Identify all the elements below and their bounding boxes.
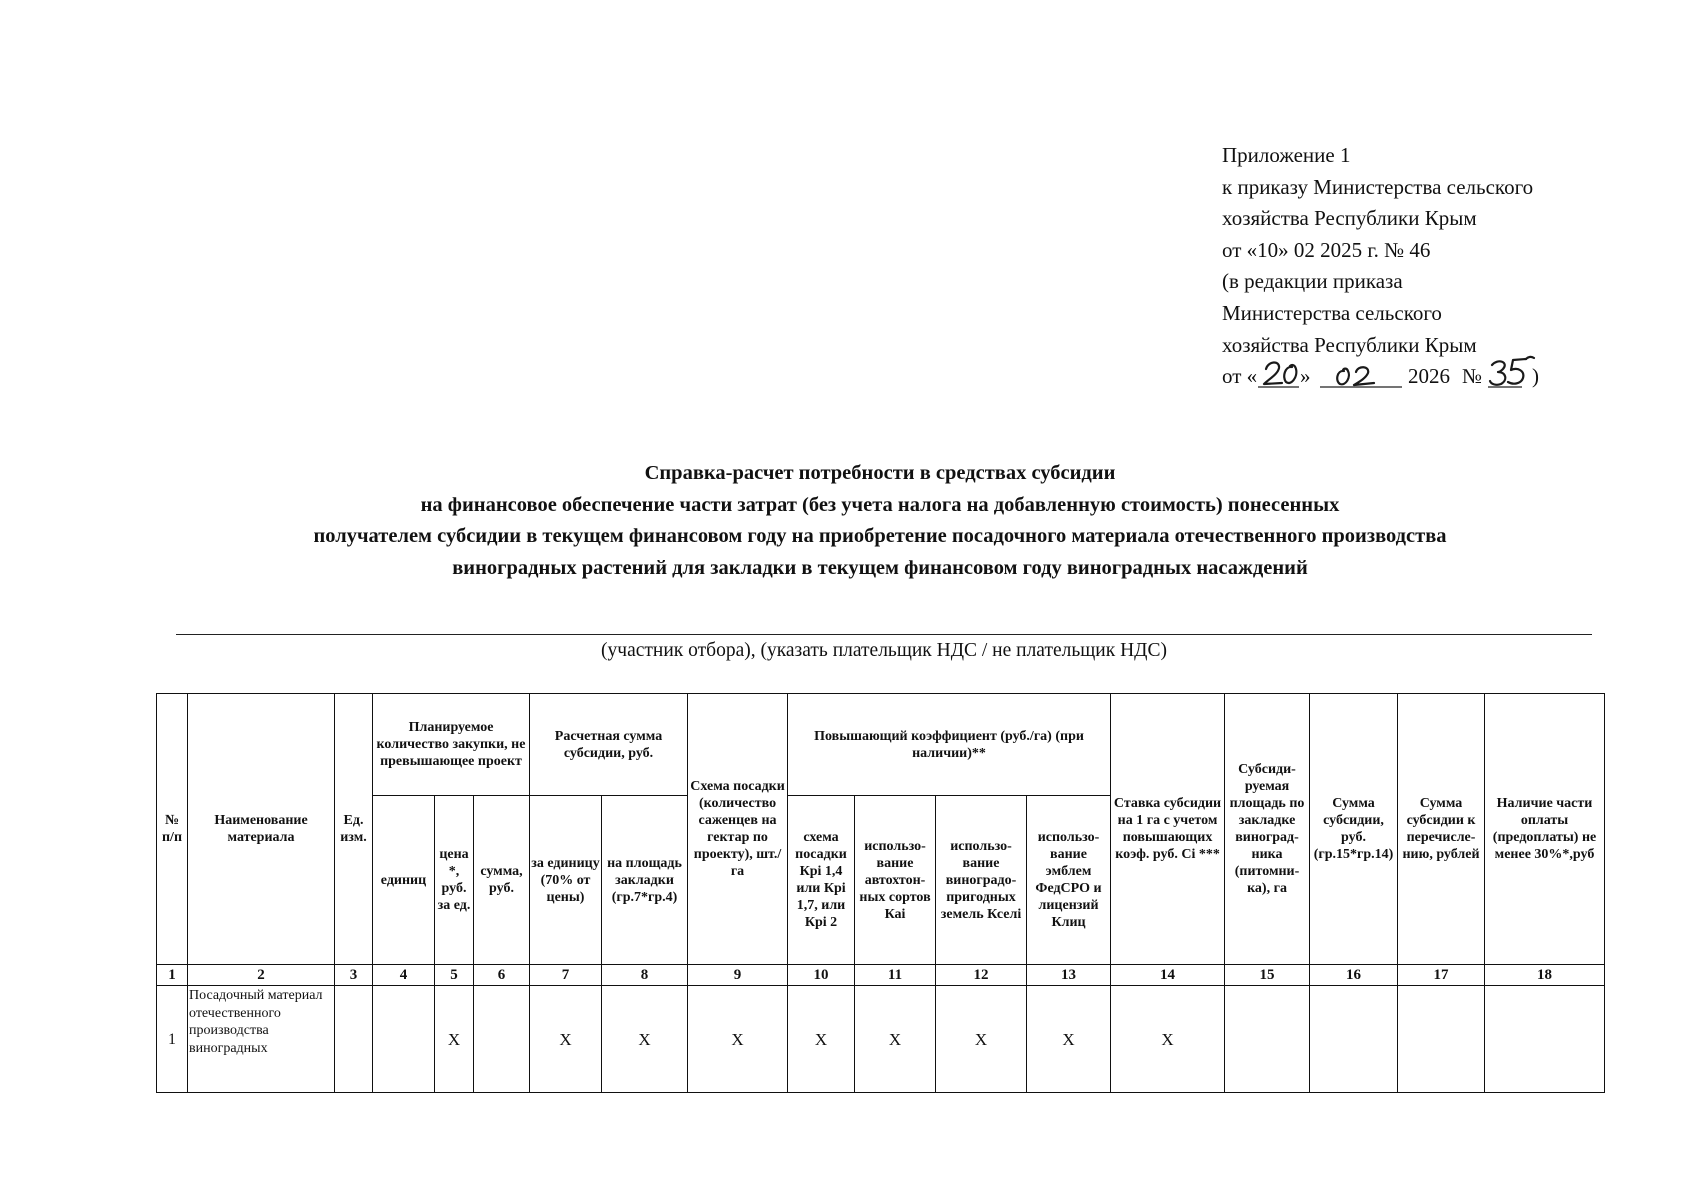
column-number: 14 [1111, 965, 1225, 986]
header-prepay: Наличие части оплаты (предоплаты) не менее 30%*,руб [1485, 694, 1605, 965]
column-number: 15 [1225, 965, 1310, 986]
cell-calc-per-unit: Х [530, 986, 602, 1093]
header-planned-price: цена *, руб. за ед. [435, 796, 474, 965]
cell-planned-price: Х [435, 986, 474, 1093]
header-coef-scheme: схема посадки Крi 1,4 или Крi 1,7, или Крi 2 [788, 796, 855, 965]
handwritten-fill-ins [1222, 347, 1552, 395]
column-number: 17 [1398, 965, 1485, 986]
title-line: виноградных растений для закладки в текущем финансовом году виноградных насаждений [452, 556, 1308, 579]
appendix-line: от «10» 02 2025 г. № 46 [1222, 237, 1431, 262]
column-number: 1 [157, 965, 188, 986]
cell-coef-lands: Х [936, 986, 1027, 1093]
cell-calc-per-area: Х [602, 986, 688, 1093]
header-transfer-sum: Сумма субсидии к перечисле-нию, рублей [1398, 694, 1485, 965]
date-quote-close: » [1300, 364, 1311, 389]
column-number: 16 [1310, 965, 1398, 986]
title-line: на финансовое обеспечение части затрат (без учета налога на добавленную стоимость) понесенных [420, 493, 1340, 516]
column-number: 10 [788, 965, 855, 986]
participant-fill-line [176, 634, 1592, 635]
column-number: 5 [435, 965, 474, 986]
header-scheme: Схема посадки (количество саженцев на гектар по проекту), шт./га [688, 694, 788, 965]
column-number: 12 [936, 965, 1027, 986]
header-calc-per-area: на площадь закладки (гр.7*гр.4) [602, 796, 688, 965]
cell-coef-scheme: Х [788, 986, 855, 1093]
header-rate: Ставка субсидии на 1 га с учетом повышающих коэф. руб. Сi *** [1111, 694, 1225, 965]
column-number: 13 [1027, 965, 1111, 986]
header-no: № п/п [157, 694, 188, 965]
title-line: Справка-расчет потребности в средствах субсидии [644, 462, 1116, 484]
cell-coef-autochthon: Х [855, 986, 936, 1093]
document-title [120, 458, 1640, 584]
column-number: 3 [335, 965, 373, 986]
appendix-line: хозяйства Республики Крым [1222, 332, 1477, 357]
cell-unit [335, 986, 373, 1093]
appendix-line: Приложение 1 [1222, 143, 1351, 167]
header-row-top [157, 694, 1605, 796]
header-area: Субсиди-руемая площадь по закладке виноград-ника (питомни-ка), га [1225, 694, 1310, 965]
closing-paren: ) [1532, 364, 1539, 389]
cell-material-name: Посадочный материал отечественного производства виноградных [188, 986, 335, 1093]
date-prefix: от « [1222, 364, 1258, 389]
column-number: 2 [188, 965, 335, 986]
appendix-line: (в редакции приказа [1222, 269, 1403, 294]
header-coef-autochthon: использо-вание автохтон-ных сортов Каi [855, 796, 936, 965]
number-sign: № [1462, 364, 1483, 389]
header-coef-emblems: использо-вание эмблем ФедСРО и лицензий Клиц [1027, 796, 1111, 965]
column-number: 7 [530, 965, 602, 986]
cell-area [1225, 986, 1310, 1093]
header-calc-per-unit: за единицу (70% от цены) [530, 796, 602, 965]
header-planned-sum: сумма, руб. [474, 796, 530, 965]
title-line: получателем субсидии в текущем финансовом году на приобретение посадочного материала отечественного производства [313, 525, 1447, 547]
column-number: 6 [474, 965, 530, 986]
cell-planned-units [373, 986, 435, 1093]
column-number: 4 [373, 965, 435, 986]
column-number-row [157, 965, 1605, 986]
cell-no: 1 [157, 986, 188, 1093]
header-unit: Ед. изм. [335, 694, 373, 965]
cell-planned-sum [474, 986, 530, 1093]
appendix-line: хозяйства Республики Крым [1222, 206, 1477, 231]
header-coef-lands: использо-вание виноградо-пригодных земель Кселi [936, 796, 1027, 965]
cell-prepay [1485, 986, 1605, 1093]
header-name: Наименование материала [188, 694, 335, 965]
header-planned-units: единиц [373, 796, 435, 965]
table-row [157, 986, 1605, 1093]
column-number: 11 [855, 965, 936, 986]
column-number: 9 [688, 965, 788, 986]
column-number: 18 [1485, 965, 1605, 986]
appendix-line: Министерства сельского [1222, 300, 1442, 325]
header-calc-group: Расчетная сумма субсидии, руб. [530, 694, 688, 796]
appendix-block [1222, 140, 1642, 392]
date-year: 2026 [1408, 364, 1450, 389]
amendment-date-line [1222, 361, 1642, 392]
cell-rate: Х [1111, 986, 1225, 1093]
subsidy-calculation-table [156, 693, 1605, 1093]
cell-scheme: Х [688, 986, 788, 1093]
cell-subsidy-sum [1310, 986, 1398, 1093]
header-coef-group: Повышающий коэффициент (руб./га) (при наличии)** [788, 694, 1111, 796]
participant-caption: (участник отбора), (указать плательщик НДС / не плательщик НДС) [601, 640, 1167, 661]
appendix-line: к приказу Министерства сельского [1222, 174, 1534, 199]
column-number: 8 [602, 965, 688, 986]
header-subsidy-sum: Сумма субсидии, руб. (гр.15*гр.14) [1310, 694, 1398, 965]
header-planned-group: Планируемое количество закупки, не превышающее проект [373, 694, 530, 796]
cell-coef-emblems: Х [1027, 986, 1111, 1093]
cell-transfer-sum [1398, 986, 1485, 1093]
